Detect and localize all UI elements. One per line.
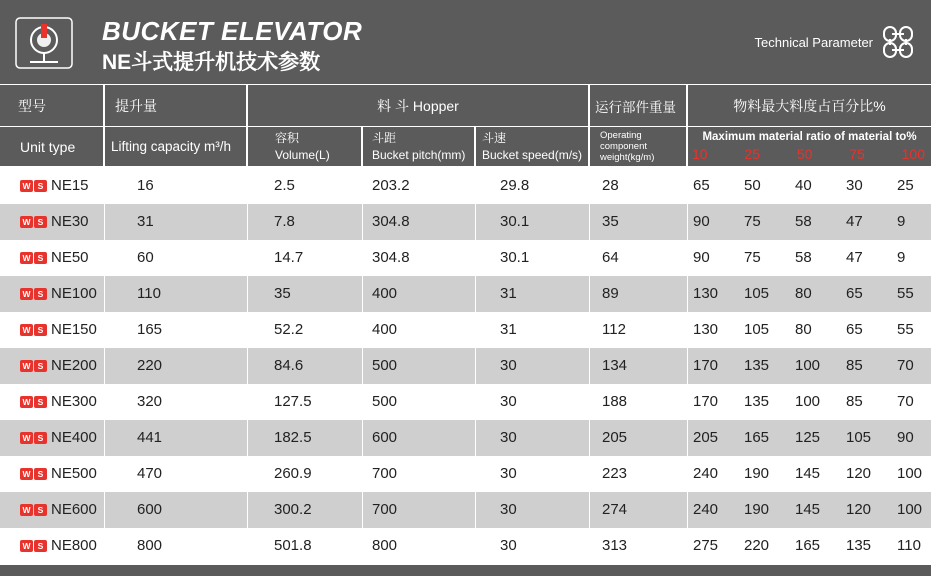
ratio-pct-10: 10	[692, 146, 708, 162]
column-divider	[362, 528, 363, 564]
column-divider	[687, 528, 688, 564]
column-divider	[104, 348, 105, 384]
header-weight-en	[590, 127, 686, 166]
ratio-pct-75: 75	[849, 146, 865, 162]
badge-letter-w: W	[20, 252, 33, 264]
column-divider	[475, 384, 476, 420]
cell-ratio-25: 190	[744, 501, 770, 518]
cell-volume: 7.8	[274, 213, 295, 230]
cell-model: NE500	[51, 465, 97, 482]
column-divider	[589, 528, 590, 564]
ratio-percent-labels	[692, 146, 927, 162]
table-row	[0, 420, 931, 456]
cell-ratio-75: 65	[846, 285, 863, 302]
header-weight-en-line1: Operating	[600, 130, 642, 141]
ws-logo-badge	[20, 504, 48, 516]
column-divider	[687, 312, 688, 348]
ratio-pct-100: 100	[901, 146, 925, 162]
cell-ratio-50: 40	[795, 177, 812, 194]
cell-weight: 28	[602, 177, 619, 194]
header-pitch	[363, 127, 474, 166]
cell-pitch: 500	[372, 393, 398, 410]
column-divider	[362, 492, 363, 528]
cell-ratio-50: 100	[795, 357, 821, 374]
cell-ratio-100: 25	[897, 177, 914, 194]
cell-ratio-25: 50	[744, 177, 761, 194]
ws-logo-badge	[20, 180, 48, 192]
cell-lift: 165	[137, 321, 163, 338]
chain-link-icon	[881, 24, 915, 60]
column-divider	[247, 456, 248, 492]
column-divider	[589, 204, 590, 240]
table-row	[0, 384, 931, 420]
column-divider	[475, 528, 476, 564]
ws-logo-badge	[20, 396, 48, 408]
cell-ratio-100: 70	[897, 393, 914, 410]
cell-pitch: 500	[372, 357, 398, 374]
cell-lift: 800	[137, 537, 163, 554]
column-divider	[687, 492, 688, 528]
cell-ratio-10: 130	[693, 321, 719, 338]
column-divider	[475, 492, 476, 528]
column-divider	[247, 528, 248, 564]
header-volume-cn: 容积	[275, 130, 300, 145]
cell-ratio-10: 90	[693, 213, 710, 230]
badge-letter-w: W	[20, 468, 33, 480]
header-pitch-cn: 斗距	[372, 130, 397, 145]
cell-lift: 16	[137, 177, 154, 194]
cell-ratio-75: 135	[846, 537, 872, 554]
cell-ratio-75: 47	[846, 213, 863, 230]
header-lift-cn: 提升量	[105, 85, 246, 126]
technical-parameter-label: Technical Parameter	[754, 35, 873, 50]
column-divider	[589, 348, 590, 384]
cell-ratio-100: 55	[897, 321, 914, 338]
badge-letter-s: S	[34, 180, 47, 192]
cell-weight: 223	[602, 465, 628, 482]
cell-pitch: 700	[372, 465, 398, 482]
column-divider	[687, 168, 688, 204]
ratio-pct-25: 25	[744, 146, 760, 162]
column-divider	[475, 420, 476, 456]
cell-weight: 205	[602, 429, 628, 446]
cell-speed: 30	[500, 537, 517, 554]
cell-weight: 313	[602, 537, 628, 554]
cell-volume: 300.2	[274, 501, 312, 518]
column-divider	[104, 420, 105, 456]
column-divider	[589, 168, 590, 204]
header-weight-en-line2: component	[600, 141, 648, 152]
column-divider	[687, 420, 688, 456]
column-divider	[362, 420, 363, 456]
cell-speed: 30.1	[500, 213, 530, 230]
column-divider	[475, 348, 476, 384]
cell-speed: 31	[500, 285, 517, 302]
badge-letter-s: S	[34, 252, 47, 264]
cell-pitch: 400	[372, 285, 398, 302]
column-divider	[104, 528, 105, 564]
column-divider	[589, 240, 590, 276]
cell-volume: 14.7	[274, 249, 304, 266]
cell-ratio-10: 90	[693, 249, 710, 266]
cell-pitch: 203.2	[372, 177, 410, 194]
table-header-row-1	[0, 85, 931, 126]
cell-lift: 220	[137, 357, 163, 374]
cell-speed: 30.1	[500, 249, 530, 266]
header-ratio-en: Maximum material ratio of material to%	[702, 131, 917, 143]
cell-ratio-10: 170	[693, 357, 719, 374]
table-row	[0, 348, 931, 384]
footer-bar	[0, 565, 931, 576]
badge-letter-s: S	[34, 396, 47, 408]
badge-letter-s: S	[34, 324, 47, 336]
ratio-pct-50: 50	[796, 146, 813, 162]
cell-model: NE400	[51, 429, 97, 446]
cell-ratio-50: 100	[795, 393, 821, 410]
header-hopper-gap	[248, 127, 266, 166]
badge-letter-s: S	[34, 216, 47, 228]
cell-model: NE150	[51, 321, 97, 338]
cell-pitch: 304.8	[372, 213, 410, 230]
cell-ratio-25: 220	[744, 537, 770, 554]
badge-letter-w: W	[20, 288, 33, 300]
column-divider	[247, 276, 248, 312]
badge-letter-w: W	[20, 540, 33, 552]
column-divider	[687, 348, 688, 384]
cell-ratio-50: 80	[795, 285, 812, 302]
header-weight-en-line3: weight(kg/m)	[600, 152, 655, 163]
cell-ratio-50: 58	[795, 213, 812, 230]
cell-volume: 52.2	[274, 321, 304, 338]
cell-ratio-10: 240	[693, 465, 719, 482]
cell-model: NE600	[51, 501, 97, 518]
cell-weight: 134	[602, 357, 628, 374]
badge-letter-s: S	[34, 432, 47, 444]
column-divider	[475, 168, 476, 204]
header-hopper: 料 斗 Hopper	[248, 85, 588, 126]
column-divider	[104, 204, 105, 240]
cell-speed: 31	[500, 321, 517, 338]
cell-lift: 600	[137, 501, 163, 518]
ws-logo-badge	[20, 324, 48, 336]
cell-ratio-10: 275	[693, 537, 719, 554]
badge-letter-w: W	[20, 180, 33, 192]
ws-logo-badge	[20, 468, 48, 480]
header-speed-cn: 斗速	[482, 130, 507, 145]
table-row	[0, 456, 931, 492]
column-divider	[104, 456, 105, 492]
column-divider	[589, 384, 590, 420]
column-divider	[247, 492, 248, 528]
cell-model: NE800	[51, 537, 97, 554]
cell-weight: 112	[602, 321, 626, 338]
column-divider	[687, 276, 688, 312]
column-divider	[362, 276, 363, 312]
cell-ratio-50: 80	[795, 321, 812, 338]
column-divider	[589, 456, 590, 492]
column-divider	[475, 312, 476, 348]
column-divider	[475, 240, 476, 276]
cell-ratio-25: 165	[744, 429, 770, 446]
column-divider	[687, 204, 688, 240]
cell-lift: 110	[137, 285, 161, 302]
column-divider	[362, 204, 363, 240]
header-pitch-en: Bucket pitch(mm)	[372, 147, 466, 162]
cell-ratio-75: 120	[846, 501, 872, 518]
table-row	[0, 168, 931, 204]
table-row	[0, 528, 931, 564]
cell-ratio-100: 90	[897, 429, 914, 446]
cell-pitch: 400	[372, 321, 398, 338]
cell-lift: 470	[137, 465, 163, 482]
cell-model: NE100	[51, 285, 97, 302]
cell-pitch: 800	[372, 537, 398, 554]
table-row	[0, 240, 931, 276]
column-divider	[247, 240, 248, 276]
cell-ratio-50: 165	[795, 537, 821, 554]
cell-weight: 274	[602, 501, 628, 518]
cell-volume: 127.5	[274, 393, 312, 410]
column-divider	[362, 312, 363, 348]
header-model-cn: 型号	[0, 85, 103, 126]
header-speed-en: Bucket speed(m/s)	[482, 147, 583, 162]
column-divider	[589, 312, 590, 348]
table-body	[0, 168, 931, 564]
header-ratio	[688, 127, 931, 166]
column-divider	[687, 384, 688, 420]
cell-weight: 35	[602, 213, 619, 230]
header-lift-en: Lifting capacity m³/h	[105, 127, 246, 166]
cell-ratio-10: 130	[693, 285, 719, 302]
column-divider	[687, 240, 688, 276]
cell-ratio-100: 100	[897, 501, 923, 518]
cell-ratio-10: 205	[693, 429, 719, 446]
cell-volume: 2.5	[274, 177, 295, 194]
badge-letter-w: W	[20, 396, 33, 408]
column-divider	[104, 276, 105, 312]
header-model-en: Unit type	[0, 127, 103, 166]
ws-logo-badge	[20, 432, 48, 444]
badge-letter-w: W	[20, 360, 33, 372]
column-divider	[247, 420, 248, 456]
cell-speed: 30	[500, 429, 517, 446]
header-weight-cn: 运行部件重量	[590, 85, 686, 126]
cell-lift: 60	[137, 249, 154, 266]
column-divider	[475, 456, 476, 492]
table-row	[0, 492, 931, 528]
cell-ratio-25: 75	[744, 213, 761, 230]
cell-ratio-100: 110	[897, 537, 921, 554]
column-divider	[247, 312, 248, 348]
cell-speed: 29.8	[500, 177, 530, 194]
column-divider	[362, 168, 363, 204]
header-ratio-cn: 物料最大料度占百分比%	[688, 85, 931, 126]
column-divider	[104, 312, 105, 348]
cell-lift: 31	[137, 213, 154, 230]
cell-pitch: 304.8	[372, 249, 410, 266]
cell-model: NE300	[51, 393, 97, 410]
cell-volume: 182.5	[274, 429, 312, 446]
header-speed	[476, 127, 588, 166]
column-divider	[104, 240, 105, 276]
cell-model: NE200	[51, 357, 97, 374]
badge-letter-w: W	[20, 504, 33, 516]
column-divider	[589, 420, 590, 456]
cell-volume: 84.6	[274, 357, 304, 374]
column-divider	[104, 384, 105, 420]
header-volume	[266, 127, 361, 166]
cell-lift: 441	[137, 429, 163, 446]
column-divider	[362, 384, 363, 420]
column-divider	[475, 276, 476, 312]
cell-ratio-10: 240	[693, 501, 719, 518]
cell-pitch: 600	[372, 429, 398, 446]
cell-pitch: 700	[372, 501, 398, 518]
ws-logo-badge	[20, 216, 48, 228]
cell-ratio-50: 145	[795, 501, 821, 518]
cell-weight: 188	[602, 393, 628, 410]
cell-model: NE15	[51, 177, 89, 194]
column-divider	[362, 456, 363, 492]
cell-ratio-50: 58	[795, 249, 812, 266]
cell-ratio-50: 145	[795, 465, 821, 482]
badge-letter-s: S	[34, 288, 47, 300]
cell-ratio-25: 135	[744, 357, 770, 374]
cell-ratio-25: 105	[744, 285, 770, 302]
cell-model: NE30	[51, 213, 89, 230]
cell-ratio-75: 85	[846, 357, 863, 374]
cell-lift: 320	[137, 393, 163, 410]
cell-ratio-100: 70	[897, 357, 914, 374]
table-row	[0, 276, 931, 312]
ws-logo-badge	[20, 540, 48, 552]
cell-ratio-75: 85	[846, 393, 863, 410]
badge-letter-w: W	[20, 432, 33, 444]
cell-ratio-10: 65	[693, 177, 710, 194]
column-divider	[104, 168, 105, 204]
cell-ratio-25: 135	[744, 393, 770, 410]
cell-ratio-25: 190	[744, 465, 770, 482]
cell-ratio-25: 75	[744, 249, 761, 266]
cell-ratio-50: 125	[795, 429, 821, 446]
badge-letter-s: S	[34, 504, 47, 516]
cell-ratio-75: 105	[846, 429, 872, 446]
cell-weight: 64	[602, 249, 619, 266]
column-divider	[589, 492, 590, 528]
cell-volume: 35	[274, 285, 291, 302]
table-row	[0, 312, 931, 348]
cell-volume: 501.8	[274, 537, 312, 554]
column-divider	[104, 492, 105, 528]
cell-ratio-75: 65	[846, 321, 863, 338]
header-banner	[0, 0, 931, 84]
ws-logo-badge	[20, 360, 48, 372]
title-chinese: NE斗式提升机技术参数	[102, 51, 321, 74]
column-divider	[362, 348, 363, 384]
cell-volume: 260.9	[274, 465, 312, 482]
bucket-logo-icon	[12, 14, 76, 72]
badge-letter-s: S	[34, 360, 47, 372]
cell-ratio-25: 105	[744, 321, 770, 338]
cell-weight: 89	[602, 285, 619, 302]
ws-logo-badge	[20, 288, 48, 300]
cell-model: NE50	[51, 249, 89, 266]
cell-ratio-75: 47	[846, 249, 863, 266]
cell-ratio-100: 55	[897, 285, 914, 302]
badge-letter-w: W	[20, 324, 33, 336]
table-row	[0, 204, 931, 240]
column-divider	[247, 348, 248, 384]
cell-ratio-75: 120	[846, 465, 872, 482]
cell-speed: 30	[500, 393, 517, 410]
cell-ratio-75: 30	[846, 177, 863, 194]
table-header-row-2	[0, 127, 931, 166]
cell-ratio-100: 100	[897, 465, 923, 482]
column-divider	[589, 276, 590, 312]
header-volume-en: Volume(L)	[275, 147, 330, 162]
column-divider	[247, 384, 248, 420]
cell-speed: 30	[500, 501, 517, 518]
badge-letter-s: S	[34, 468, 47, 480]
cell-ratio-100: 9	[897, 213, 906, 230]
badge-letter-w: W	[20, 216, 33, 228]
ws-logo-badge	[20, 252, 48, 264]
cell-ratio-10: 170	[693, 393, 719, 410]
column-divider	[247, 168, 248, 204]
badge-letter-s: S	[34, 540, 47, 552]
cell-speed: 30	[500, 465, 517, 482]
column-divider	[247, 204, 248, 240]
title-english: BUCKET ELEVATOR	[102, 16, 363, 46]
cell-speed: 30	[500, 357, 517, 374]
column-divider	[362, 240, 363, 276]
column-divider	[475, 204, 476, 240]
column-divider	[687, 456, 688, 492]
cell-ratio-100: 9	[897, 249, 906, 266]
